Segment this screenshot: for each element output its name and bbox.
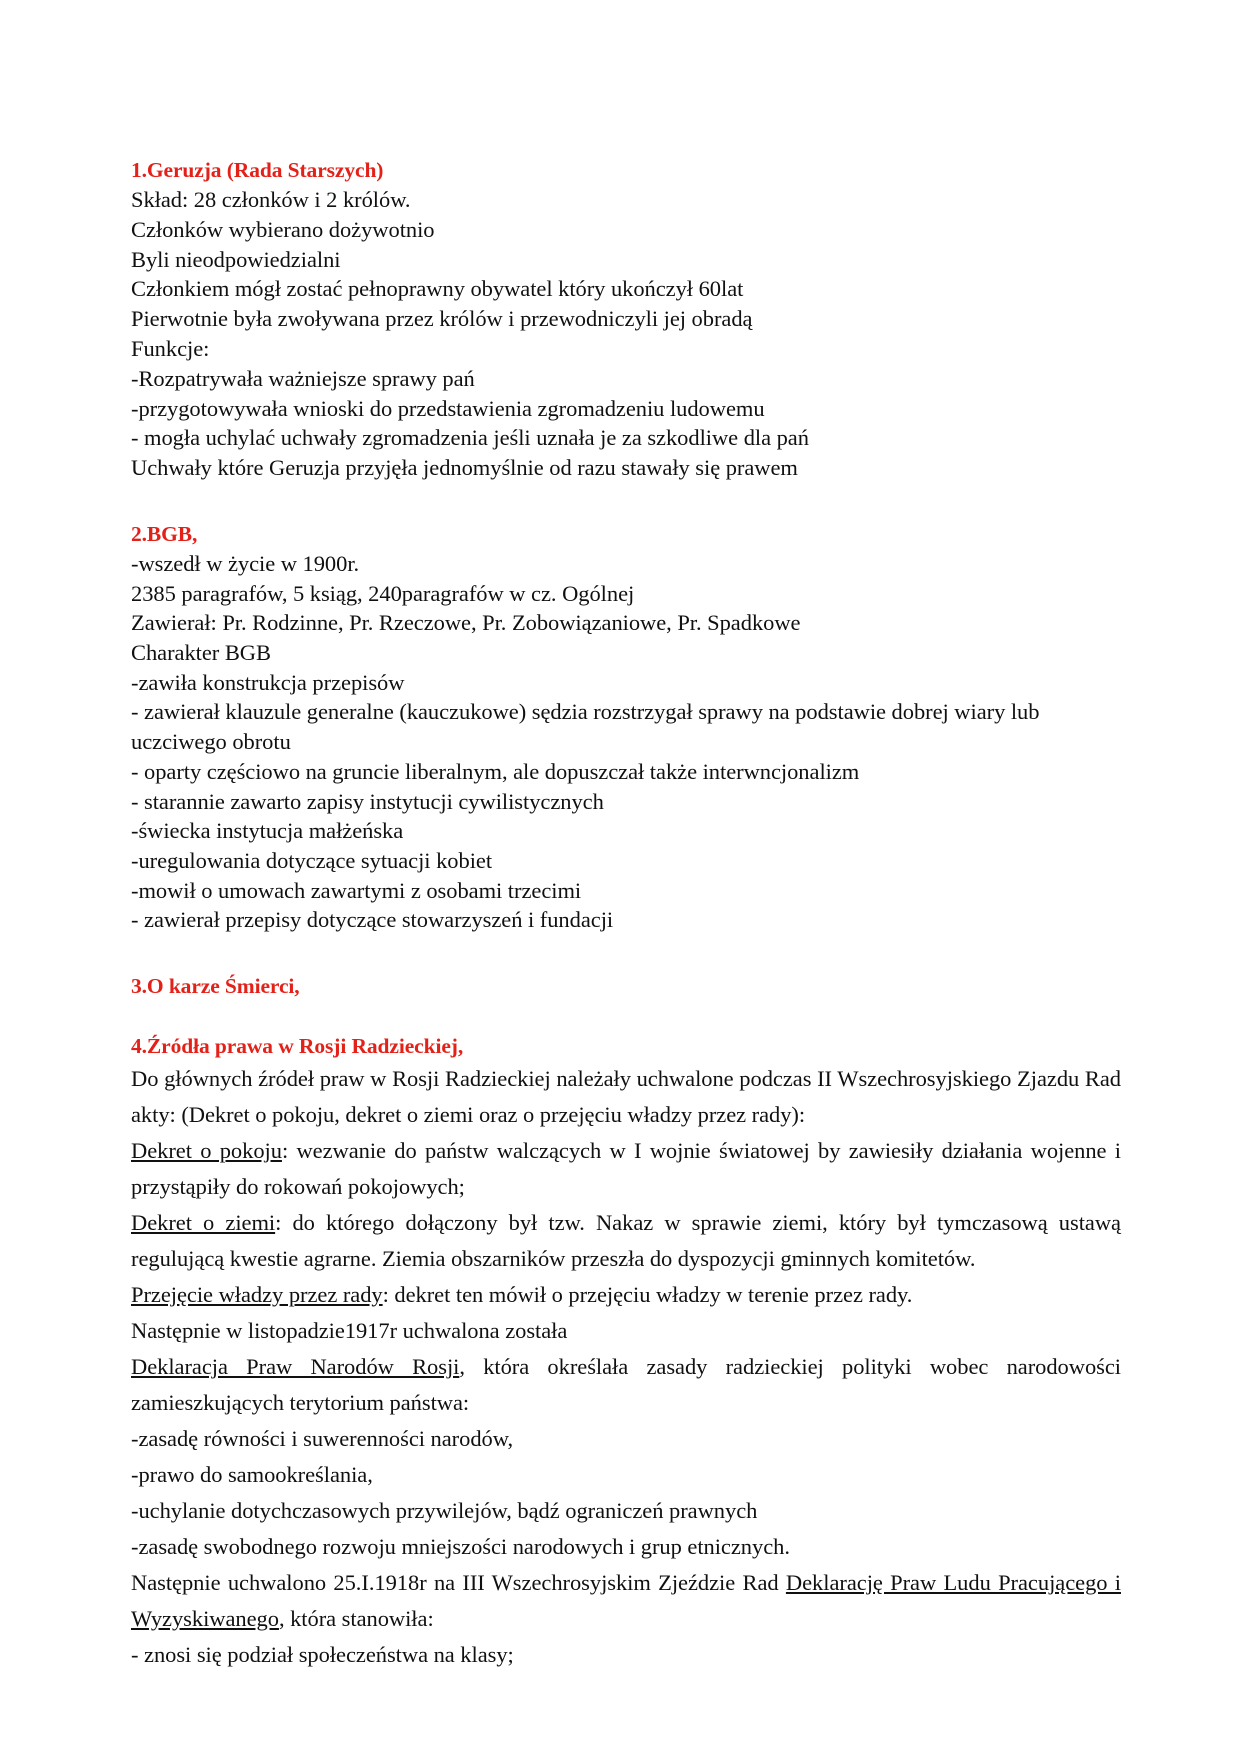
bullet-item-final: - znosi się podział społeczeństwa na klasy; (131, 1642, 514, 1668)
section-geruzja (131, 155, 1121, 483)
section-2-line: -świecka instytucja małżeńska (131, 818, 404, 844)
section-heading-1: 1.Geruzja (Rada Starszych) (131, 158, 384, 182)
section-1-line: Członkiem mógł zostać pełnoprawny obywatel który ukończył 60lat (131, 276, 744, 302)
paragraph-nastepnie-listopad (131, 1313, 1121, 1349)
term-dekret-o-pokoju: Dekret o pokoju (131, 1138, 282, 1164)
paragraph-intro (131, 1061, 1121, 1133)
document-body (131, 155, 1121, 1673)
bullet-item: -prawo do samookreślania, (131, 1462, 373, 1488)
closing-lead: Następnie uchwalono 25.I.1918r na III Wszechrosyjskim Zjeździe Rad (131, 1570, 786, 1596)
section-2-line: - oparty częściowo na gruncie liberalnym, ale dopuszczał także interwncjonalizm (131, 758, 860, 784)
term-deklaracja-praw-ludu: Deklarację Praw Ludu Pracującego i Wyzyskiwanego (131, 1570, 1121, 1632)
section-1-line: Skład: 28 członków i 2 królów. (131, 187, 411, 212)
section-2-line: -wszedł w życie w 1900r. (131, 550, 360, 576)
bullet-item: -zasadę równości i suwerenności narodów, (131, 1426, 514, 1452)
section-1-line: -przygotowywała wnioski do przedstawienia zgromadzeniu ludowemu (131, 395, 765, 421)
section-heading-4: 4.Źródła prawa w Rosji Radzieckiej, (131, 1034, 464, 1059)
section-2-line: - starannie zawarto zapisy instytucji cywilistycznych (131, 788, 604, 814)
section-1-line: Uchwały które Geruzja przyjęła jednomyślnie od razu stawały się prawem (131, 455, 798, 481)
section-2-line: -uregulowania dotyczące sytuacji kobiet (131, 848, 493, 873)
paragraph-closing (131, 1565, 1121, 1637)
section-spacer (131, 1001, 1121, 1031)
term-dekret-o-ziemi: Dekret o ziemi (131, 1210, 276, 1236)
bullet-item: -uchylanie dotychczasowych przywilejów, bądź ograniczeń prawnych (131, 1498, 758, 1524)
paragraph-text: : do którego dołączony był tzw. Nakaz w sprawie ziemi, który był tymczasową ustawą regulującą kwestie agrarne. Ziemia obszarników przeszła do dyspozycji gminnych komitetów. (131, 1210, 1121, 1272)
paragraph-przejecie-wladzy (131, 1277, 1121, 1313)
section-1-line: Byli nieodpowiedzialni (131, 246, 341, 272)
section-spacer (131, 483, 1121, 519)
section-2-line: -mowił o umowach zawartymi z osobami trzecimi (131, 877, 582, 903)
paragraph-deklaracja-praw-narodow (131, 1349, 1121, 1421)
paragraph-text: Do głównych źródeł praw w Rosji Radzieckiej należały uchwalone podczas II Wszechrosyjskiego Zjazdu Rad akty: (Dekret o pokoju, dekret o ziemi oraz o przejęciu władzy przez rady): (131, 1066, 1121, 1128)
paragraph-text: Następnie w listopadzie1917r uchwalona została (131, 1318, 568, 1344)
section-2-line: Charakter BGB (131, 640, 271, 666)
section-1-line: Funkcje: (131, 335, 210, 361)
bullet-item: -zasadę swobodnego rozwoju mniejszości narodowych i grup etnicznych. (131, 1534, 790, 1560)
paragraph-text: , która określała zasady radzieckiej polityki wobec narodowości zamieszkujących terytorium państwa: (131, 1354, 1121, 1416)
paragraph-dekret-o-pokoju (131, 1133, 1121, 1205)
section-2-line: - zawierał przepisy dotyczące stowarzyszeń i fundacji (131, 907, 614, 933)
paragraph-text: : dekret ten mówił o przejęciu władzy w terenie przez rady. (382, 1282, 913, 1308)
paragraph-dekret-o-ziemi (131, 1205, 1121, 1277)
section-1-line: Pierwotnie była zwoływana przez królów i przewodniczyli jej obradą (131, 306, 753, 332)
term-przejecie-wladzy: Przejęcie władzy przez rady (131, 1282, 383, 1308)
term-deklaracja-praw-narodow: Deklaracja Praw Narodów Rosji (131, 1354, 460, 1380)
section-2-line: 2385 paragrafów, 5 ksiąg, 240paragrafów w cz. Ogólnej (131, 580, 635, 606)
section-1-line: - mogła uchylać uchwały zgromadzenia jeśli uznała je za szkodliwe dla pań (131, 425, 809, 451)
paragraph-text: : wezwanie do państw walczących w I wojnie światowej by zawiesiły działania wojenne i przystąpiły do rokowań pokojowych; (131, 1138, 1122, 1200)
section-2-line: - zawierał klauzule generalne (kauczukowe) sędzia rozstrzygał sprawy na podstawie dobrej wiary lub uczciwego obrotu (131, 699, 1046, 755)
section-kara-smierci (131, 971, 1121, 1001)
section-bgb (131, 519, 1121, 935)
section-heading-2: 2.BGB, (131, 521, 198, 546)
section-spacer (131, 935, 1121, 971)
section-2-line: -zawiła konstrukcja przepisów (131, 669, 405, 695)
section-1-line: -Rozpatrywała ważniejsze sprawy pań (131, 365, 475, 391)
closing-tail: , która stanowiła: (278, 1606, 434, 1632)
section-1-line: Członków wybierano dożywotnio (131, 216, 435, 242)
section-zrodla-prawa (131, 1031, 1121, 1673)
section-2-line: Zawierał: Pr. Rodzinne, Pr. Rzeczowe, Pr. Zobowiązaniowe, Pr. Spadkowe (131, 610, 801, 636)
section-heading-3: 3.O karze Śmierci, (131, 974, 300, 999)
